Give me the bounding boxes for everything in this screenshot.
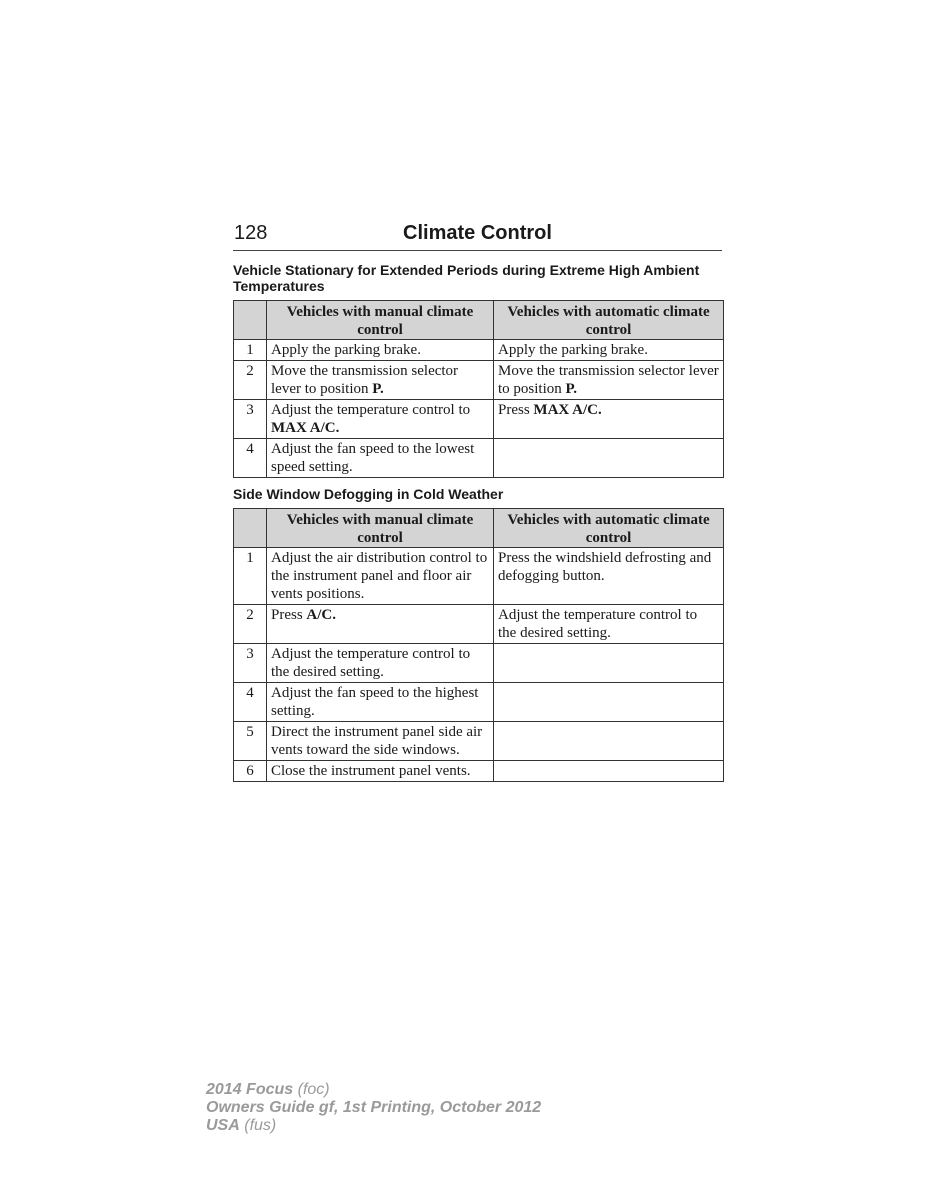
footer-line-printing: [206, 1099, 541, 1117]
step-number: 5: [234, 722, 267, 761]
automatic-step: Apply the parking brake.: [494, 340, 724, 361]
step-number: 2: [234, 361, 267, 400]
page-title: Climate Control: [403, 222, 552, 244]
automatic-step: Press the windshield defrosting and defogging button.: [494, 548, 724, 605]
table-header-manual: Vehicles with manual climate control: [267, 509, 494, 548]
table-header-number: [234, 509, 267, 548]
step-number: 3: [234, 400, 267, 439]
manual-step: Adjust the fan speed to the lowest speed setting.: [267, 439, 494, 478]
table-row: [234, 605, 724, 644]
step-text: Adjust the temperature control to: [271, 402, 471, 418]
automatic-step: [494, 439, 724, 478]
table-row: [234, 548, 724, 605]
footer-model: 2014 Focus: [206, 1081, 294, 1098]
table-row: [234, 683, 724, 722]
step-text: Move the transmission selector lever to position: [271, 363, 459, 397]
automatic-step: [494, 400, 724, 439]
footer-model-code: (foc): [297, 1081, 330, 1098]
step-number: 6: [234, 761, 267, 782]
page-header: [233, 222, 722, 251]
section-heading-defogging: Side Window Defogging in Cold Weather: [233, 486, 504, 502]
table-header-manual: Vehicles with manual climate control: [267, 301, 494, 340]
step-number: 1: [234, 340, 267, 361]
manual-step: Close the instrument panel vents.: [267, 761, 494, 782]
step-text: Press: [271, 607, 307, 623]
table-row: [234, 340, 724, 361]
table-header-automatic: Vehicles with automatic climate control: [494, 509, 724, 548]
automatic-step: [494, 722, 724, 761]
automatic-step: [494, 644, 724, 683]
stationary-steps-table: [233, 300, 724, 478]
table-header-number: [234, 301, 267, 340]
table-row: [234, 722, 724, 761]
table-row: [234, 439, 724, 478]
page-number: 128: [234, 222, 268, 244]
manual-step: [267, 400, 494, 439]
automatic-step: [494, 761, 724, 782]
footer-printing: Owners Guide gf, 1st Printing, October 2012: [206, 1099, 542, 1116]
manual-step: Adjust the temperature control to the desired setting.: [267, 644, 494, 683]
step-text: Move the transmission selector lever to position: [498, 363, 719, 397]
step-bold-text: MAX A/C.: [533, 402, 602, 418]
table-row: [234, 361, 724, 400]
defogging-steps-table: [233, 508, 724, 782]
table-header-row: [234, 301, 724, 340]
step-number: 3: [234, 644, 267, 683]
automatic-step: Adjust the temperature control to the desired setting.: [494, 605, 724, 644]
table-row: [234, 644, 724, 683]
table-row: [234, 761, 724, 782]
footer-line-market: [206, 1117, 541, 1135]
table-header-row: [234, 509, 724, 548]
step-bold-text: P.: [565, 381, 578, 397]
step-bold-text: P.: [372, 381, 384, 397]
step-text: Press: [498, 402, 534, 418]
step-bold-text: A/C.: [306, 607, 337, 623]
manual-step: Apply the parking brake.: [267, 340, 494, 361]
manual-step: [267, 605, 494, 644]
manual-step: Adjust the air distribution control to the instrument panel and floor air vents positions.: [267, 548, 494, 605]
manual-step: [267, 361, 494, 400]
manual-step: Adjust the fan speed to the highest setting.: [267, 683, 494, 722]
footer-line-model: [206, 1081, 541, 1099]
step-number: 4: [234, 439, 267, 478]
table-row: [234, 400, 724, 439]
table-header-automatic: Vehicles with automatic climate control: [494, 301, 724, 340]
footer-market: USA: [206, 1117, 240, 1134]
page-footer: [206, 1081, 541, 1135]
automatic-step: [494, 683, 724, 722]
step-number: 4: [234, 683, 267, 722]
manual-step: Direct the instrument panel side air vents toward the side windows.: [267, 722, 494, 761]
step-number: 1: [234, 548, 267, 605]
section-heading-stationary: Vehicle Stationary for Extended Periods during Extreme High Ambient Temperatures: [233, 262, 700, 294]
automatic-step: [494, 361, 724, 400]
step-number: 2: [234, 605, 267, 644]
step-bold-text: MAX A/C.: [271, 420, 340, 436]
footer-market-code: (fus): [244, 1117, 277, 1134]
